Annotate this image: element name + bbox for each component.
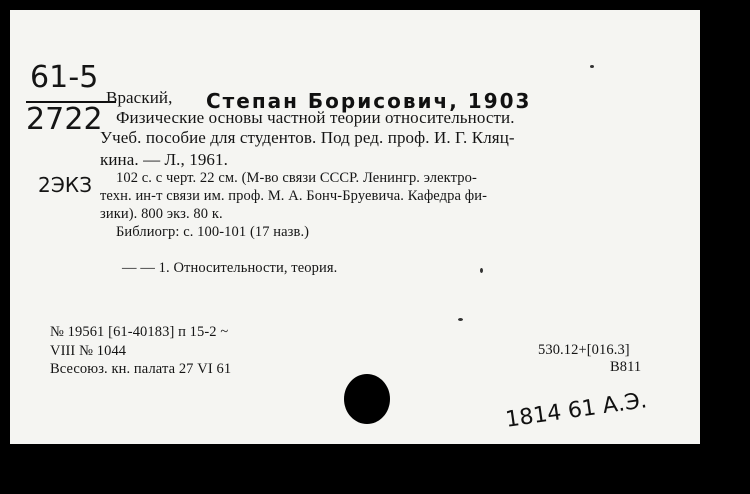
speck (458, 318, 463, 321)
classification-code: 530.12+[016.3] (538, 342, 630, 358)
catalog-card (10, 10, 700, 444)
title-line: Физические основы частной теории относительности. (116, 108, 515, 127)
cutter-number: В811 (610, 359, 642, 375)
call-number-top: 61-5 (30, 60, 99, 95)
bibliography-note: Библиогр: с. 100-101 (17 назв.) (116, 224, 310, 240)
handwritten-note: 1814 61 А.Э. (504, 388, 649, 433)
copies-note: 2ЭКЗ (38, 173, 93, 197)
registry-number: № 19561 [61-40183] п 15-2 ~ (50, 324, 229, 340)
subject-heading: — — 1. Относительности, теория. (122, 260, 338, 276)
registry-volume: VIII № 1044 (50, 343, 127, 359)
collation-line: 102 с. с черт. 22 см. (М-во связи СССР. Ленингр. электро- (116, 170, 477, 186)
speck (480, 268, 483, 273)
call-number-bottom: 2722 (26, 102, 103, 137)
speck (590, 65, 594, 68)
author-handwritten: Степан Борисович, 1903 (206, 89, 532, 113)
author-printed: Враский, (106, 88, 173, 107)
publisher-chamber: Всесоюз. кн. палата 27 VI 61 (50, 361, 232, 377)
title-line: Учеб. пособие для студентов. Под ред. проф. И. Г. Кляц- (100, 128, 515, 147)
stamp-blot (344, 374, 390, 424)
imprint-line: кина. — Л., 1961. (100, 150, 228, 169)
series-line: техн. ин-т связи им. проф. М. А. Бонч-Бруевича. Кафедра фи- (100, 188, 488, 204)
series-line: зики). 800 экз. 80 к. (100, 206, 223, 222)
